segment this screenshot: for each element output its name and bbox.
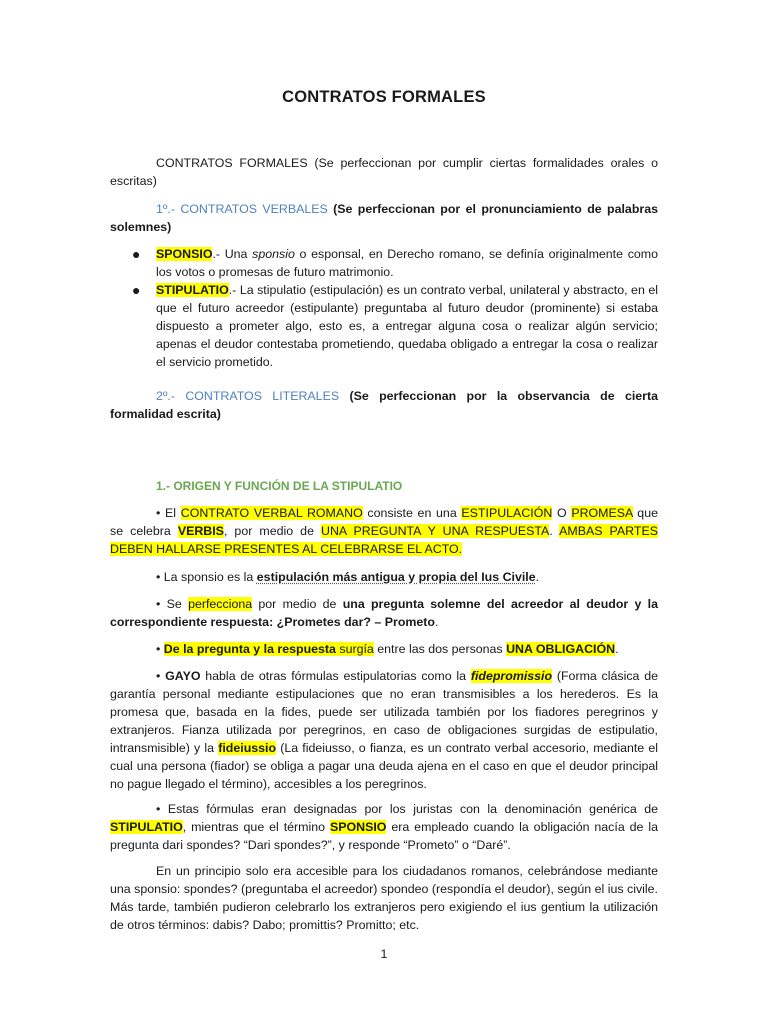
p1-text-d: que se celebra: [110, 506, 658, 538]
bold-gayo: GAYO: [165, 669, 201, 683]
bullet-dot: ●: [132, 282, 141, 298]
p5-text-d: (La fideiusso, o fianza, es un contrato verbal accesorio, mediante el cual una persona (fiador) se obliga a pagar una deuda ajena en el caso en que el deudor principal no pague llegado el término), accesibles a los peregrinos.: [110, 741, 658, 791]
p6-text-a: • Estas fórmulas eran designadas por los juristas con la denominación genérica de: [156, 802, 658, 816]
bullet-sponsio: [110, 245, 658, 281]
p2-text-b: .: [535, 570, 540, 584]
intro-rest: (Se perfeccionan por cumplir ciertas formalidades orales o escritas): [110, 156, 658, 188]
paragraph-obligacion: [110, 640, 658, 658]
bullet-dot: ●: [132, 246, 141, 262]
sponsio-keyword: SPONSIO: [156, 247, 213, 261]
highlight-fideiussio: fideiussio: [218, 741, 277, 755]
p6-text-c: era empleado cuando la obligación nacía de la pregunta dari spondes? “Dari spondes?”, y responde “Prometo” o “Daré”.: [110, 820, 658, 852]
highlight-sponsio: SPONSIO: [329, 820, 387, 834]
section-literales-heading: 2º.- CONTRATOS LITERALES: [156, 389, 340, 403]
p1-text-f: .: [549, 524, 560, 538]
p1-text-c: O: [552, 506, 572, 520]
p2-text-a: • La sponsio es la: [156, 570, 257, 584]
p1-text-e: , por medio de: [223, 524, 321, 538]
paragraph-gayo: [110, 667, 658, 793]
p3-text-a: • Se: [156, 597, 189, 611]
highlight-surgia: surgía: [335, 642, 374, 656]
highlight-pregunta-y-respuesta: De la pregunta y la respuesta: [163, 642, 336, 656]
highlight-pregunta-respuesta: UNA PREGUNTA Y UNA RESPUESTA: [321, 524, 550, 538]
paragraph-formulas: [110, 800, 658, 854]
stipulatio-text: .- La stipulatio (estipulación) es un contrato verbal, unilateral y abstracto, en el que el futuro acreedor (estipulante) preguntaba al futuro deudor (prominente) si estaba dispuesto a prometer algo, esto es, a entregar alguna cosa o realizar algún servicio; apenas el deudor contestaba prometiendo, quedaba obligado a entregar la cosa o realizar el servicio prometido.: [156, 283, 658, 369]
section-literales: [110, 387, 658, 423]
paragraph-principio: En un principio solo era accesible para los ciudadanos romanos, celebrándose mediante una sponsio: spondes? (preguntaba el acreedor) spondeo (respondía el deudor), según el ius civile. Más tarde, también pudieron celebrarlo los extranjeros pero exigiendo el ius gentium la utilización de otros términos: dabis? Dabo; promittis? Promitto; etc.: [110, 864, 658, 932]
sponsio-italic: sponsio: [252, 247, 295, 261]
p5-text-b: habla de otras fórmulas estipulatorias como la: [200, 669, 471, 683]
section-verbales: [110, 200, 658, 236]
page-number: 1: [380, 947, 388, 961]
p4-text-c: .: [615, 642, 619, 656]
p3-text-b: por medio de: [252, 597, 343, 611]
highlight-fidepromissio: fidepromissio: [470, 669, 553, 683]
highlight-ambas-partes: AMBAS PARTES DEBEN HALLARSE PRESENTES AL CELEBRARSE EL ACTO.: [110, 524, 658, 556]
highlight-estipulacion: ESTIPULACIÓN: [461, 506, 553, 520]
origin-heading: 1.- ORIGEN Y FUNCIÓN DE LA STIPULATIO: [156, 479, 403, 493]
highlight-verbis: VERBIS: [177, 524, 224, 538]
paragraph-contrato-verbal: [110, 504, 658, 558]
highlight-una-obligacion: UNA OBLIGACIÓN: [506, 642, 616, 656]
section-literales-rest: (Se perfeccionan por la observancia de cierta formalidad escrita): [110, 389, 659, 421]
bullet-stipulatio: [110, 281, 658, 371]
section-verbales-rest: (Se perfeccionan por el pronunciamiento de palabras solemnes): [110, 202, 658, 234]
stipulatio-keyword: STIPULATIO: [156, 283, 229, 297]
underlined-ius-civile: estipulación más antigua y propia del Ius Civile: [256, 570, 536, 584]
sponsio-text-a: .- Una: [212, 247, 253, 261]
paragraph-sponsio-antigua: [110, 568, 658, 586]
sponsio-text-b: o esponsal, en Derecho romano, se definía originalmente como los votos o promesas de futuro matrimonio.: [156, 247, 658, 279]
p3-text-c: .: [435, 615, 439, 629]
bold-pregunta-solemne: una pregunta solemne del acreedor al deudor y la correspondiente respuesta: ¿Prometes dar? – Prometo: [110, 597, 659, 629]
highlight-stipulatio: STIPULATIO: [110, 820, 183, 834]
highlight-perfecciona: perfecciona: [188, 597, 253, 611]
intro-paragraph: [110, 154, 658, 190]
p4-text-a: •: [156, 642, 164, 656]
highlight-promesa: PROMESA: [571, 506, 633, 520]
page-title: CONTRATOS FORMALES: [282, 88, 486, 106]
section-verbales-heading: 1º.- CONTRATOS VERBALES: [156, 202, 328, 216]
p5-text-c: (Forma clásica de garantía personal mediante estipulaciones que no eran transmisibles a los herederos. Es la promesa que, basada en la fides, puede ser utilizada también por los fiadores peregrinos y extranjeros. Fianza utilizada por peregrinos, en caso de obligaciones surgidas de estipulatio, intransmisible) y la: [110, 669, 658, 755]
p6-text-b: , mientras que el término: [182, 820, 330, 834]
p1-text-b: consiste en una: [362, 506, 462, 520]
highlight-contrato-verbal: CONTRATO VERBAL ROMANO: [180, 506, 363, 520]
paragraph-perfecciona: [110, 595, 658, 631]
p1-text-a: • El: [156, 506, 181, 520]
intro-lead: CONTRATOS FORMALES: [156, 156, 308, 170]
p5-text-a: •: [156, 669, 166, 683]
p4-text-b: entre las dos personas: [373, 642, 507, 656]
